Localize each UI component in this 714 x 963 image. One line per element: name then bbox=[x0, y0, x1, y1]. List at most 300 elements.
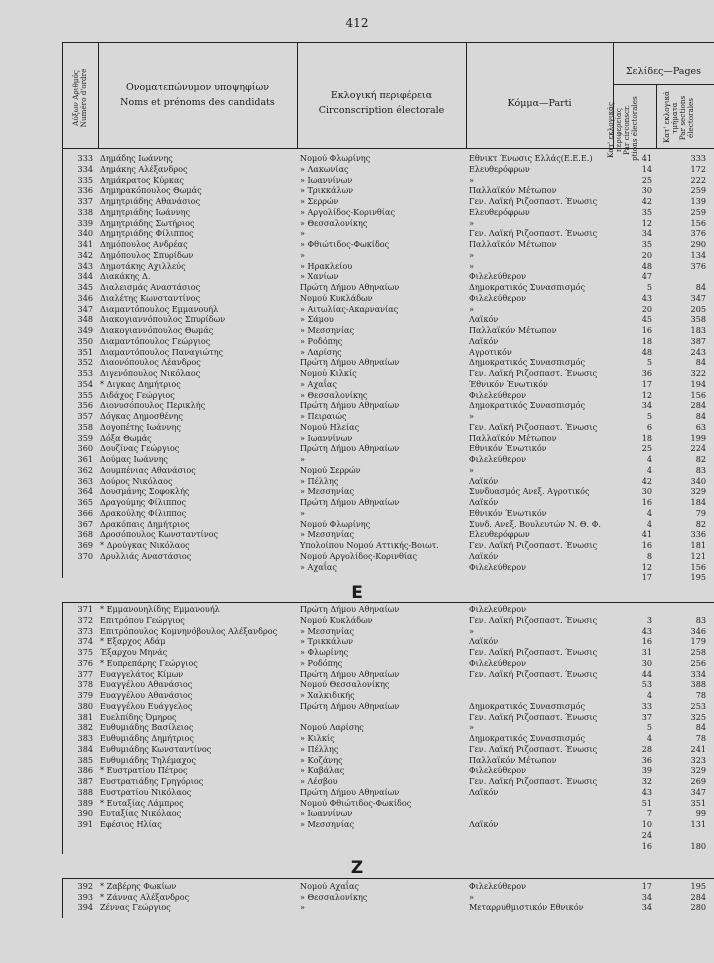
page-by-district: 4 bbox=[646, 518, 652, 529]
page-by-district: 34 bbox=[641, 891, 652, 902]
candidate-name: Δημηρακόπουλος Θωμάς bbox=[100, 185, 202, 196]
row-number: 382 bbox=[77, 722, 93, 733]
party: Λαϊκόν bbox=[469, 475, 499, 486]
row-number: 379 bbox=[77, 690, 93, 700]
page-by-section: 156 bbox=[690, 389, 706, 400]
page-by-district: 17 bbox=[641, 378, 652, 389]
district: Πρώτη Δήμου Αθηναίων bbox=[300, 604, 400, 614]
candidate-name: Ευθυμιάδης Τηλέμαχος bbox=[100, 754, 196, 765]
table-row bbox=[0, 840, 714, 852]
row-number: 392 bbox=[77, 881, 93, 891]
header-pages-col2: Κατ' εκλογικά τμήματα Par sections électorales bbox=[662, 90, 695, 143]
page-by-section: 284 bbox=[690, 891, 706, 902]
district: » Καβάλας bbox=[300, 765, 345, 776]
page-by-district: 30 bbox=[641, 185, 652, 196]
header-order-rotated: Αύξων Αριθμός Numéro d'ordre bbox=[71, 68, 88, 128]
row-number: 378 bbox=[77, 679, 93, 690]
row-number: 380 bbox=[77, 700, 93, 711]
row-number: 366 bbox=[77, 507, 93, 518]
page-by-district: 34 bbox=[641, 400, 652, 411]
page-by-district: 36 bbox=[641, 754, 652, 765]
district: » Ροδόπης bbox=[300, 657, 343, 668]
party: Λαϊκόν bbox=[469, 550, 499, 561]
party: Ελευθερόφρων bbox=[469, 163, 530, 174]
party: » bbox=[469, 174, 474, 185]
party: » bbox=[469, 217, 474, 228]
candidate-name: Δρυλλιάς Αναστάσιος bbox=[100, 550, 192, 561]
page-by-section: 179 bbox=[690, 636, 706, 647]
candidate-name: Ευστρατίου Νικόλαος bbox=[100, 786, 192, 797]
page-by-district: 6 bbox=[646, 421, 652, 432]
district: » bbox=[300, 454, 305, 464]
page-by-district: 25 bbox=[641, 174, 652, 185]
page-by-section: 121 bbox=[690, 550, 706, 561]
district: » Θεσσαλονίκης bbox=[300, 217, 368, 228]
party: » bbox=[469, 625, 474, 636]
party: Δημοκρατικός Συνασπισμός bbox=[469, 282, 586, 292]
district: » Αχαΐας bbox=[300, 378, 337, 389]
row-number: 352 bbox=[77, 357, 93, 368]
candidate-name: * Ζάννας Αλέξανδρος bbox=[100, 891, 190, 902]
row-number: 367 bbox=[77, 518, 93, 529]
candidate-name: Ευαγγέλου Αθανάσιος bbox=[100, 690, 193, 700]
candidate-name: Δημόπουλος Ανδρέας bbox=[100, 239, 188, 249]
district: » Φθιώτιδος-Φωκίδος bbox=[300, 239, 390, 249]
header-pages: Σελίδες—Pages bbox=[625, 66, 702, 77]
page-by-district: 44 bbox=[641, 668, 652, 679]
candidate-name: Ευταξίας Νικόλαος bbox=[100, 808, 182, 819]
page-by-section: 333 bbox=[690, 153, 706, 163]
page-by-district: 16 bbox=[641, 325, 652, 335]
candidate-name: * Εμμανουηλίδης Εμμανουήλ bbox=[100, 604, 220, 614]
page-by-district: 43 bbox=[641, 292, 652, 303]
page-by-district: 14 bbox=[641, 163, 652, 174]
row-number: 365 bbox=[77, 497, 93, 507]
page-by-district: 24 bbox=[641, 829, 652, 840]
party: Δημοκρατικός Συνασπισμός bbox=[469, 733, 586, 743]
party: Μεταρρυθμιστικόν Εθνικόν bbox=[469, 902, 584, 912]
candidate-name: Ευστρατιάδης Γρηγόριος bbox=[100, 776, 204, 786]
candidate-name: Δρακόπαις Δημήτριος bbox=[100, 518, 190, 529]
party: Έθνικόν Ένωτικόν bbox=[469, 378, 548, 389]
district: » Μεσσηνίας bbox=[300, 529, 354, 540]
row-number: 388 bbox=[77, 786, 93, 797]
candidate-name: Διδάχος Γεώργιος bbox=[100, 389, 175, 400]
page-by-section: 183 bbox=[690, 325, 706, 335]
district: » Πέλλης bbox=[300, 743, 339, 754]
page-by-section: 83 bbox=[695, 464, 706, 475]
page-by-section: 139 bbox=[690, 196, 706, 206]
party: Γεν. Λαϊκή Ριζοσπαστ. Ένωσις bbox=[469, 776, 598, 786]
page-by-district: 35 bbox=[641, 239, 652, 249]
party: » bbox=[469, 260, 474, 271]
district: » Λαρίσης bbox=[300, 346, 342, 357]
header-names: Ονοματεπώνυμον υποψηφίων Noms et prénoms des candidats bbox=[120, 82, 275, 108]
header-party: Κόμμα—Parti bbox=[507, 98, 572, 109]
candidate-name: Έξαρχου Μηνάς bbox=[100, 647, 168, 657]
candidate-name: Δραγούμης Φίλιππος bbox=[100, 497, 187, 507]
table-row bbox=[0, 571, 714, 583]
district: » Αχαΐας bbox=[300, 561, 337, 572]
candidate-name: * Ευταξίας Λάμπρος bbox=[100, 797, 184, 808]
district: Πρώτη Δήμου Αθηναίων bbox=[300, 282, 400, 292]
row-number: 359 bbox=[77, 432, 93, 443]
page-by-district: 20 bbox=[641, 249, 652, 260]
candidate-name: Διαλέτης Κωνσταντίνος bbox=[100, 292, 201, 303]
page-by-district: 20 bbox=[641, 303, 652, 314]
row-number: 364 bbox=[77, 486, 93, 497]
page-by-section: 334 bbox=[690, 668, 706, 679]
page-by-section: 84 bbox=[695, 357, 706, 368]
district: » Αργολίδος-Κορινθίας bbox=[300, 206, 395, 217]
row-number: 383 bbox=[77, 733, 93, 743]
district: » Πειραιώς bbox=[300, 411, 347, 421]
page-by-section: 78 bbox=[695, 690, 706, 700]
page-by-section: 243 bbox=[690, 346, 706, 357]
page-by-district: 4 bbox=[646, 690, 652, 700]
party: Εθνικόν Ένωτικόν bbox=[469, 443, 547, 454]
candidate-name: Δόξα Θωμάς bbox=[100, 432, 152, 443]
page-by-section: 351 bbox=[690, 797, 706, 808]
candidate-name: * Δρούγκας Νικόλαος bbox=[100, 540, 190, 550]
party: Γεν. Λαϊκή Ριζοσπαστ. Ένωσις bbox=[469, 711, 598, 722]
party: Φιλελεύθερον bbox=[469, 454, 526, 464]
row-number: 350 bbox=[77, 335, 93, 346]
page-by-section: 82 bbox=[695, 454, 706, 464]
party: Φιλελεύθερον bbox=[469, 292, 526, 303]
candidate-name: Δημάκρατος Κύρκας bbox=[100, 174, 184, 185]
page-by-district: 34 bbox=[641, 228, 652, 239]
party: » bbox=[469, 891, 474, 902]
page-by-section: 63 bbox=[695, 421, 706, 432]
row-number: 341 bbox=[77, 239, 93, 249]
candidate-name: Διγενόπουλος Νικόλαος bbox=[100, 368, 201, 378]
row-number: 374 bbox=[77, 636, 93, 647]
row-number: 372 bbox=[77, 614, 93, 625]
page-by-district: 17 bbox=[641, 881, 652, 891]
party: Γεν. Λαϊκή Ριζοσπαστ. Ένωσις bbox=[469, 421, 598, 432]
page-by-district: 30 bbox=[641, 657, 652, 668]
page-by-section: 387 bbox=[690, 335, 706, 346]
district: » Λακωνίας bbox=[300, 163, 349, 174]
row-number: 373 bbox=[77, 625, 93, 636]
district: Νομού Θεσσαλονίκης bbox=[300, 679, 390, 690]
page-by-section: 388 bbox=[690, 679, 706, 690]
party: Φιλελεύθερον bbox=[469, 657, 526, 668]
district: Πρώτη Δήμου Αθηναίων bbox=[300, 443, 400, 454]
section-letter-e: Ε bbox=[351, 583, 363, 603]
candidate-name: Ευθυμιάδης Δημήτριος bbox=[100, 733, 194, 743]
page-by-district: 12 bbox=[641, 389, 652, 400]
district: Νομού Φθιώτιδος-Φωκίδος bbox=[300, 797, 412, 808]
row-number: 381 bbox=[77, 711, 93, 722]
page-by-section: 78 bbox=[695, 733, 706, 743]
row-number: 353 bbox=[77, 368, 93, 378]
page-by-district: 4 bbox=[646, 507, 652, 518]
party: Εθνικόν Ένωτικόν bbox=[469, 507, 547, 518]
page-by-section: 99 bbox=[695, 808, 706, 819]
page-by-district: 42 bbox=[641, 196, 652, 206]
district: » Λέσβου bbox=[300, 776, 338, 786]
district: Πρώτη Δήμου Αθηναίων bbox=[300, 786, 400, 797]
page-by-district: 18 bbox=[641, 335, 652, 346]
page-by-section: 131 bbox=[690, 819, 706, 829]
district: » Σερρών bbox=[300, 196, 339, 206]
page-by-district: 36 bbox=[641, 368, 652, 378]
party: Παλλαϊκόν Μέτωπον bbox=[469, 325, 557, 335]
party: » bbox=[469, 249, 474, 260]
district: » Ηρακλείου bbox=[300, 260, 353, 271]
row-number: 386 bbox=[77, 765, 93, 776]
page-by-section: 322 bbox=[690, 368, 706, 378]
district: » Τρικκάλων bbox=[300, 185, 354, 196]
page-by-section: 241 bbox=[690, 743, 706, 754]
district: Νομού Ηλείας bbox=[300, 421, 360, 432]
district: » Χανίων bbox=[300, 271, 339, 282]
row-number: 368 bbox=[77, 529, 93, 540]
candidate-name: * Ζαβέρης Φωκίων bbox=[100, 881, 177, 891]
district: » Μεσσηνίας bbox=[300, 625, 354, 636]
row-number: 335 bbox=[77, 174, 93, 185]
page-by-district: 43 bbox=[641, 625, 652, 636]
row-number: 394 bbox=[77, 902, 93, 912]
candidate-name: * Εξαρχος Αδάμ bbox=[100, 636, 166, 647]
candidate-name: * Ευστρατίου Πέτρος bbox=[100, 765, 188, 776]
candidate-name: Επιτρόπουλος Κομνηνόβουλος Αλέξανδρος bbox=[100, 625, 278, 636]
page-by-section: 346 bbox=[690, 625, 706, 636]
page-by-section: 323 bbox=[690, 754, 706, 765]
page-by-section: 325 bbox=[690, 711, 706, 722]
page-by-district: 3 bbox=[646, 614, 652, 625]
page-by-section: 340 bbox=[690, 475, 706, 486]
row-number: 342 bbox=[77, 249, 93, 260]
page-by-section: 258 bbox=[690, 647, 706, 657]
candidate-name: Ευαγγελάτος Κίμων bbox=[100, 668, 184, 679]
row-number: 348 bbox=[77, 314, 93, 325]
district: » bbox=[300, 507, 305, 518]
candidate-name: Διαμαντόπουλος Γεώργιος bbox=[100, 335, 211, 346]
party: Φιλελεύθερον bbox=[469, 765, 526, 776]
district: Πρώτη Δήμου Αθηναίων bbox=[300, 497, 400, 507]
district: » bbox=[300, 902, 305, 912]
page-by-district: 16 bbox=[641, 540, 652, 550]
page-by-district: 12 bbox=[641, 217, 652, 228]
party: Εθνικτ Ένωσις Ελλάς(Ε.Ε.Ε.) bbox=[469, 153, 593, 163]
row-number: 369 bbox=[77, 540, 93, 550]
party: Συνδυασμός Ανεξ. Αγροτικός bbox=[469, 486, 590, 497]
party: Φιλελεύθερον bbox=[469, 271, 526, 282]
district: » Χαλκιδικής bbox=[300, 690, 355, 700]
district: » bbox=[300, 249, 305, 260]
district: Πρώτη Δήμου Αθηναίων bbox=[300, 668, 400, 679]
party: » bbox=[469, 303, 474, 314]
row-number: 356 bbox=[77, 400, 93, 411]
candidate-name: Δογοπέτης Ιωάννης bbox=[100, 421, 181, 432]
party: Λαϊκόν bbox=[469, 819, 499, 829]
district: » Αιτωλίας-Ακαρνανίας bbox=[300, 303, 399, 314]
candidate-name: Δημητριάδης Σωτήριος bbox=[100, 217, 195, 228]
row-number: 371 bbox=[77, 604, 93, 614]
candidate-name: Δημόπουλος Σπυρίδων bbox=[100, 249, 194, 260]
section-letter-z: Ζ bbox=[350, 858, 364, 878]
candidate-name: Δημητριάδης Αθανάσιος bbox=[100, 196, 201, 206]
district: Πρώτη Δήμου Αθηναίων bbox=[300, 357, 400, 368]
page-by-section: 376 bbox=[690, 228, 706, 239]
party: Δημοκρατικός Συνασπισμός bbox=[469, 700, 586, 711]
row-number: 333 bbox=[77, 153, 93, 163]
header-district: Εκλογική περιφέρεια Circonscription électorale bbox=[318, 90, 445, 116]
candidate-name: Δουζίνας Γεώργιος bbox=[100, 443, 180, 454]
page-by-section: 84 bbox=[695, 282, 706, 292]
pages-subrule bbox=[613, 84, 714, 85]
page-by-section: 84 bbox=[695, 722, 706, 733]
page-by-district: 42 bbox=[641, 475, 652, 486]
district: » Φλωρίνης bbox=[300, 647, 349, 657]
page-by-district: 35 bbox=[641, 206, 652, 217]
page-by-district: 17 bbox=[641, 572, 652, 583]
district: » Μεσσηνίας bbox=[300, 325, 354, 335]
district: » Ιωαννίνων bbox=[300, 432, 353, 443]
row-number: 387 bbox=[77, 776, 93, 786]
page-by-section: 195 bbox=[690, 881, 706, 891]
district: Νομού Φλωρίνης bbox=[300, 518, 371, 529]
district: » Ιωαννίνων bbox=[300, 808, 353, 819]
page-by-section: 358 bbox=[690, 314, 706, 325]
page-by-district: 5 bbox=[646, 282, 652, 292]
party: Λαϊκόν bbox=[469, 497, 499, 507]
page-by-district: 37 bbox=[641, 711, 652, 722]
party: Λαϊκόν bbox=[469, 314, 499, 325]
row-number: 337 bbox=[77, 196, 93, 206]
section-z-top-rule bbox=[62, 878, 714, 879]
party: Ελευθερόφρων bbox=[469, 206, 530, 217]
page-by-section: 194 bbox=[690, 378, 706, 389]
page-by-district: 8 bbox=[646, 550, 652, 561]
party: Λαϊκόν bbox=[469, 335, 499, 346]
page-by-section: 224 bbox=[690, 443, 706, 454]
district: » Ιωαννίνων bbox=[300, 174, 353, 185]
page-by-district: 45 bbox=[641, 314, 652, 325]
row-number: 384 bbox=[77, 743, 93, 754]
row-number: 360 bbox=[77, 443, 93, 454]
party: » bbox=[469, 722, 474, 733]
row-number: 334 bbox=[77, 163, 93, 174]
row-number: 339 bbox=[77, 217, 93, 228]
row-number: 385 bbox=[77, 754, 93, 765]
candidate-name: Διακογιαννόπουλος Θωμάς bbox=[100, 325, 214, 335]
page-by-district: 5 bbox=[646, 411, 652, 421]
party: Φιλελεύθερον bbox=[469, 389, 526, 400]
candidate-name: Δρακούλης Φίλιππος bbox=[100, 507, 187, 518]
page-by-district: 5 bbox=[646, 722, 652, 733]
party: Παλλαϊκόν Μέτωπον bbox=[469, 185, 557, 196]
row-number: 336 bbox=[77, 185, 93, 196]
row-number: 358 bbox=[77, 421, 93, 432]
party: Γεν. Λαϊκή Ριζοσπαστ. Ένωσις bbox=[469, 368, 598, 378]
district: Πρώτη Δήμου Αθηναίων bbox=[300, 700, 400, 711]
page-by-section: 83 bbox=[695, 614, 706, 625]
row-number: 355 bbox=[77, 389, 93, 400]
candidate-name: Δουσμάνης Σοφοκλής bbox=[100, 486, 190, 497]
page-by-district: 4 bbox=[646, 464, 652, 475]
district: » Κιλκίς bbox=[300, 733, 335, 743]
page-by-district: 32 bbox=[641, 776, 652, 786]
district: » Μεσσηνίας bbox=[300, 486, 354, 497]
candidate-name: Ζέννας Γεώργιος bbox=[100, 902, 171, 912]
page-by-district: 25 bbox=[641, 443, 652, 454]
row-number: 351 bbox=[77, 346, 93, 357]
party: Αγροτικόν bbox=[469, 346, 512, 357]
district: Νομού Αχαΐας bbox=[300, 881, 359, 891]
candidate-name: Διονυσόπουλος Περικλής bbox=[100, 400, 206, 411]
row-number: 354 bbox=[77, 378, 93, 389]
candidate-name: Ευαγγέλου Ευάγγελος bbox=[100, 700, 193, 711]
party: Γεν. Λαϊκή Ριζοσπαστ. Ένωσις bbox=[469, 743, 598, 754]
row-number: 346 bbox=[77, 292, 93, 303]
page-by-district: 18 bbox=[641, 432, 652, 443]
candidate-name: Δούρος Νικόλαος bbox=[100, 475, 173, 486]
party: Παλλαϊκόν Μέτωπον bbox=[469, 754, 557, 765]
page-by-section: 269 bbox=[690, 776, 706, 786]
candidate-name: Ευθυμιάδης Κωνσταντίνος bbox=[100, 743, 212, 754]
candidate-name: Δόγκας Δημοσθένης bbox=[100, 411, 183, 421]
row-number: 357 bbox=[77, 411, 93, 421]
page-by-section: 376 bbox=[690, 260, 706, 271]
party: Δημοκρατικός Συνασπισμός bbox=[469, 357, 586, 368]
district: » Ροδόπης bbox=[300, 335, 343, 346]
party: » bbox=[469, 464, 474, 475]
district: Νομού Λαρίσης bbox=[300, 722, 364, 733]
party: Φιλελεύθερον bbox=[469, 561, 526, 572]
row-number: 390 bbox=[77, 808, 93, 819]
header-top-rule bbox=[62, 42, 714, 43]
party: Γεν. Λαϊκή Ριζοσπαστ. Ένωσις bbox=[469, 196, 598, 206]
col-divider-5 bbox=[656, 84, 657, 149]
candidate-name: Δημάκης Αλέξανδρος bbox=[100, 163, 188, 174]
page-by-district: 41 bbox=[641, 153, 652, 163]
candidate-name: Διακάκης Δ. bbox=[100, 271, 151, 282]
row-number: 389 bbox=[77, 797, 93, 808]
page-by-section: 195 bbox=[690, 572, 706, 583]
district: » Θεσσαλονίκης bbox=[300, 389, 368, 400]
page-by-section: 222 bbox=[690, 174, 706, 185]
page-by-section: 82 bbox=[695, 518, 706, 529]
page-by-section: 79 bbox=[695, 507, 706, 518]
candidate-name: Διαμαντόπουλος Παναγιώτης bbox=[100, 346, 224, 357]
header-pages-col1: Κατ' εκλογικάς περιφερείας Par circonscr. ptions électorales bbox=[606, 96, 639, 161]
page-by-section: 180 bbox=[690, 840, 706, 851]
page-by-district: 31 bbox=[641, 647, 652, 657]
district: Νομού Κιλκίς bbox=[300, 368, 357, 378]
party: Λαϊκόν bbox=[469, 636, 499, 647]
candidate-name: * Ευπρεπάρης Γεώργιος bbox=[100, 657, 198, 668]
district: » bbox=[300, 228, 305, 239]
district: » Μεσσηνίας bbox=[300, 819, 354, 829]
candidate-name: Ευελπίδης Όμηρος bbox=[100, 711, 177, 722]
page-by-district: 43 bbox=[641, 786, 652, 797]
page-by-district: 39 bbox=[641, 765, 652, 776]
candidate-name: Δημητριάδης Ιωάννης bbox=[100, 206, 190, 217]
row-number: 363 bbox=[77, 475, 93, 486]
page-by-district: 41 bbox=[641, 529, 652, 540]
page-by-district: 16 bbox=[641, 497, 652, 507]
row-number: 344 bbox=[77, 271, 93, 282]
row-number: 347 bbox=[77, 303, 93, 314]
district: » Πέλλης bbox=[300, 475, 339, 486]
district: Νομού Κυκλάδων bbox=[300, 614, 373, 625]
page-by-district: 53 bbox=[641, 679, 652, 690]
page-by-district: 51 bbox=[641, 797, 652, 808]
